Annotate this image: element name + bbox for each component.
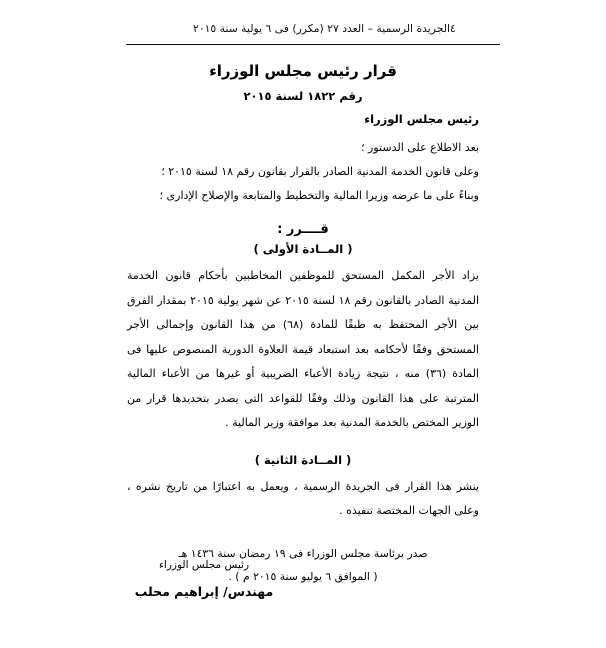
running-header	[110, 22, 510, 40]
preamble-item: بعد الاطلاع على الدستور ؛	[361, 141, 479, 154]
dateline-gregorian: ( الموافق ٦ يوليو سنة ٢٠١٥ م ) .	[228, 569, 378, 583]
article-heading-1: ( المــادة الأولى )	[253, 242, 353, 256]
decides-word: قــــرر :	[277, 222, 329, 237]
article-heading-2: ( المــادة الثانية )	[254, 452, 352, 467]
preamble-item: وعلى قانون الخدمة المدنية الصادر بالقرار بقانون رقم ١٨ لسنة ٢٠١٥ ؛	[161, 165, 479, 178]
page-number: ٤	[450, 23, 456, 35]
document-body	[127, 112, 479, 588]
page-title: قرار رئيس مجلس الوزراء	[209, 62, 397, 80]
signature-block	[104, 556, 304, 604]
article-body-2: ينشر هذا القرار فى الجريدة الرسمية ، ويعمل به اعتبارًا من تاريخ نشره ، وعلى الجهات المختصة تنفيذه .	[127, 479, 479, 517]
article-body-1: يزاد الأجر المكمل المستحق للموظفين المخاطبين بأحكام قانون الخدمة المدنية الصادر بالقانون رقم ١٨ لسنة ٢٠١٥ عن شهر يولية ٢٠١٥ بمقدار الفرق بين الأجر المحتفظ به طبقًا للمادة (٦٨) من هذا القانون وإجمالى الأجر المستحق وفقًا لأحكامه بعد استبعاد قيمة العلاوة الدورية المنصوص عليها فى المادة (٣٦) منه ، نتيجة زيادة الأعباء الضريبية أو غيرها من الأعباء المالية المترتبة على هذا القانون وذلك وفقًا للقواعد التى يصدر بتحديدها قرار من الوزير المختص بالخدمة المدنية بعد موافقة وزير المالية .	[127, 269, 480, 429]
running-header-text: الجريدة الرسمية – العدد ٢٧ (مكرر) فى ٦ يولية سنة ٢٠١٥	[193, 22, 450, 35]
issuer-line: رئيس مجلس الوزراء	[364, 112, 479, 126]
signatory-name: مهندس/ إبراهيم محلب	[134, 584, 274, 599]
decree-number: رقم ١٨٢٢ لسنة ٢٠١٥	[243, 89, 363, 103]
preamble-list	[127, 136, 479, 208]
header-divider	[126, 44, 500, 45]
article-spacer	[127, 436, 479, 448]
dateline-hijri: صدر برئاسة مجلس الوزراء فى ١٩ رمضان سنة ١٤٣٦ هـ	[178, 546, 428, 560]
preamble-item: وبناءً على ما عرضه وزيرا المالية والتخطيط والمتابعة والإصلاح الإدارى ؛	[159, 189, 479, 202]
signatory-role: رئيس مجلس الوزراء	[158, 559, 250, 571]
